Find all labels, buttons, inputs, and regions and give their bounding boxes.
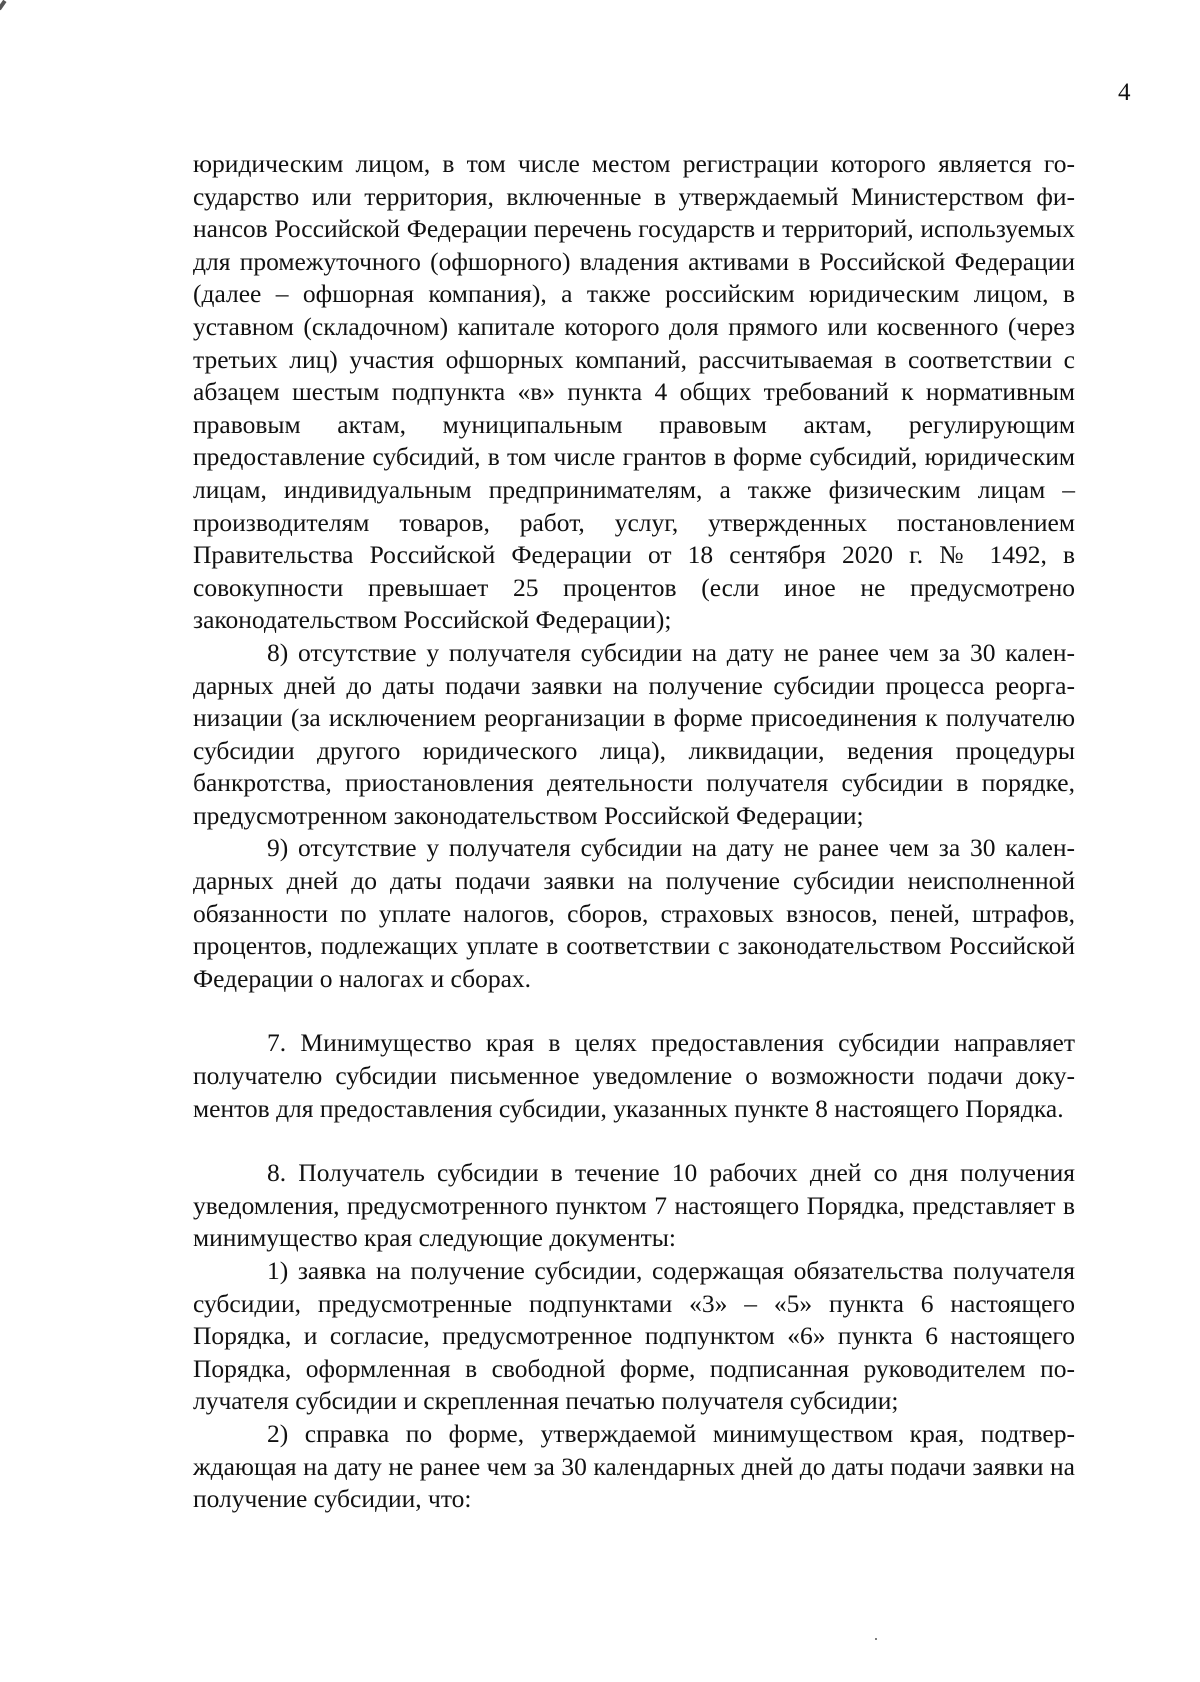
scan-artifact-dot bbox=[875, 1638, 877, 1640]
paragraph-item-8-reorganization: 8) отсутствие у получателя субсидии на дату не ранее чем за 30 календарных дней до даты подачи заявки на получение субсидии процесса реорганизации (за исключением реорганизации в форме присоединения к получателю субсидии другого юридического лица), ликвидации, ведения процедуры банкротства, приостановления деятельности получателя субсидии в порядке, предусмотренном законодательством Российской Федерации; bbox=[193, 637, 1075, 830]
scan-artifact-mark bbox=[0, 0, 7, 10]
paragraph-item-9-tax-obligations: 9) отсутствие у получателя субсидии на дату не ранее чем за 30 календарных дней до даты подачи заявки на получение субсидии неисполненной обязанности по уплате налогов, сборов, страховых взносов, пеней, штрафов, процентов, подлежащих уплате в соответствии с законодательством Российской Федерации о налогах и сборах. bbox=[193, 833, 1075, 993]
paragraph-offshore-company: юридическим лицом, в том числе местом регистрации которого является государство или территория, включенные в утверждаемый Министерством финансов Российской Федерации перечень государств и территорий, используемых для промежуточного (офшорного) владения активами в Российской Федерации (далее – офшорная компания), а также российским юридическим лицом, в уставном (складочном) капитале которого доля прямого или косвенного (через третьих лиц) участия офшорных компаний, рассчитываемая в соответствии с абзацем шестым подпункта «в» пункта 4 общих требований к нормативным правовым актам, муниципальным правовым актам, регулирующим предоставление субсидий, в том числе грантов в форме субсидий, юридическим лицам, индивидуальным предпринимателям, а также физическим лицам – производителям товаров, работ, услуг, утвержденных постановлением Правительства Российской Федерации от 18 сентября 2020 г. № 1492, в совокупности превышает 25 процентов (если иное не предусмотрено законодательством Российской Федерации); bbox=[193, 149, 1075, 635]
paragraph-document-1-application: 1) заявка на получение субсидии, содержащая обязательства получателя субсидии, предусмотренные подпунктами «3» – «5» пункта 6 настоящего Порядка, и согласие, предусмотренное подпунктом «6» пункта 6 настоящего Порядка, оформленная в свободной форме, подписанная руководителем получателя субсидии и скрепленная печатью получателя субсидии; bbox=[193, 1256, 1075, 1416]
page-number: 4 bbox=[1118, 79, 1131, 106]
document-body bbox=[193, 148, 1075, 1516]
paragraph-document-2-certificate: 2) справка по форме, утверждаемой минимуществом края, подтверждающая на дату не ранее чем за 30 календарных дней до даты подачи заявки на получение субсидии, что: bbox=[193, 1418, 1075, 1514]
paragraph-section-7-notification: 7. Минимущество края в целях предоставления субсидии направляет получателю субсидии письменное уведомление о возможности подачи документов для предоставления субсидии, указанных пункте 8 настоящего Порядка. bbox=[193, 1028, 1075, 1123]
paragraph-section-8-documents: 8. Получатель субсидии в течение 10 рабочих дней со дня получения уведомления, предусмотренного пунктом 7 настоящего Порядка, представляет в минимущество края следующие документы: bbox=[193, 1158, 1075, 1253]
